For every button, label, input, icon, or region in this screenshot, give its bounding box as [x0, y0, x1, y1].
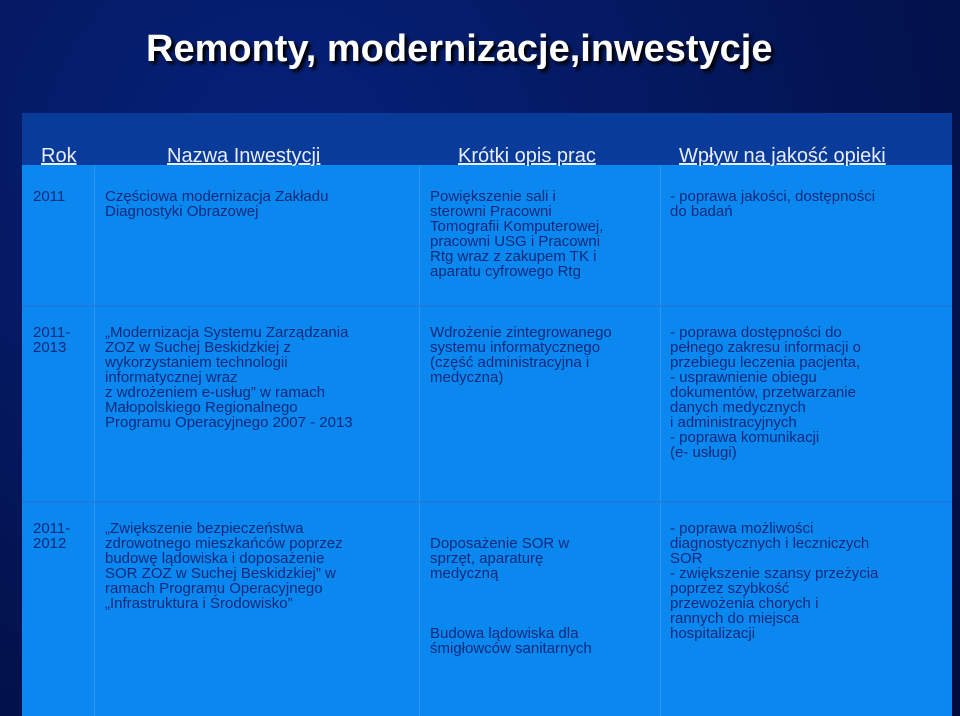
investments-table [22, 113, 952, 716]
header-description: Krótki opis prac [458, 145, 596, 167]
table-cell-impact: - poprawa dostępności do pełnego zakresu informacji o przebiegu leczenia pacjenta, - usprawnienie obiegu dokumentów, przetwarzanie danych medycznych i administracyjnych - poprawa komunikacji (e- usługi) [670, 324, 861, 461]
table-cell-description [430, 521, 592, 671]
header-year: Rok [41, 145, 77, 167]
table-cell-year: 2011- 2012 [33, 520, 71, 552]
table-cell-year: 2011 [33, 188, 66, 205]
table-cell-name: „Modernizacja Systemu Zarządzania ZOZ w Suchej Beskidzkiej z wykorzystaniem technologii informatycznej wraz z wdrożeniem e-usług” w ramach Małopolskiego Regionalnego Programu Operacyjnego 2007 - 2013 [105, 324, 353, 431]
row-divider [22, 305, 952, 307]
description-paragraph: Budowa lądowiska dla śmigłowców sanitarnych [430, 625, 592, 657]
description-paragraph: Doposażenie SOR w sprzęt, aparaturę medyczną [430, 535, 570, 582]
table-cell-description: Powiększenie sali i sterowni Pracowni Tomografii Komputerowej, pracowni USG i Pracowni Rtg wraz z zakupem TK i aparatu cyfrowego Rtg [430, 188, 604, 280]
table-cell-impact: - poprawa jakości, dostępności do badań [670, 188, 876, 220]
table-cell-name: „Zwiększenie bezpieczeństwa zdrowotnego mieszkańców poprzez budowę lądowiska i doposażenie SOR ZOZ w Suchej Beskidzkiej” w ramach Programu Operacyjnego „Infrastruktura i Środowisko” [105, 520, 343, 612]
table-header [22, 113, 952, 165]
page-title: Remonty, modernizacje,inwestycje [146, 28, 773, 70]
header-impact: Wpływ na jakość opieki [679, 145, 886, 167]
header-investment-name: Nazwa Inwestycji [167, 145, 321, 167]
table-cell-impact: - poprawa możliwości diagnostycznych i leczniczych SOR - zwiększenie szansy przeżycia poprzez szybkość przewożenia chorych i rannych do miejsca hospitalizacji [670, 520, 879, 642]
table-cell-description: Wdrożenie zintegrowanego systemu informatycznego (część administracyjna i medyczna) [430, 324, 612, 386]
row-divider [22, 501, 952, 503]
table-cell-year: 2011- 2013 [33, 324, 71, 356]
column-divider [94, 165, 95, 716]
column-divider [419, 165, 420, 716]
table-cell-name: Częściowa modernizacja Zakładu Diagnostyki Obrazowej [105, 188, 329, 220]
column-divider [660, 165, 661, 716]
